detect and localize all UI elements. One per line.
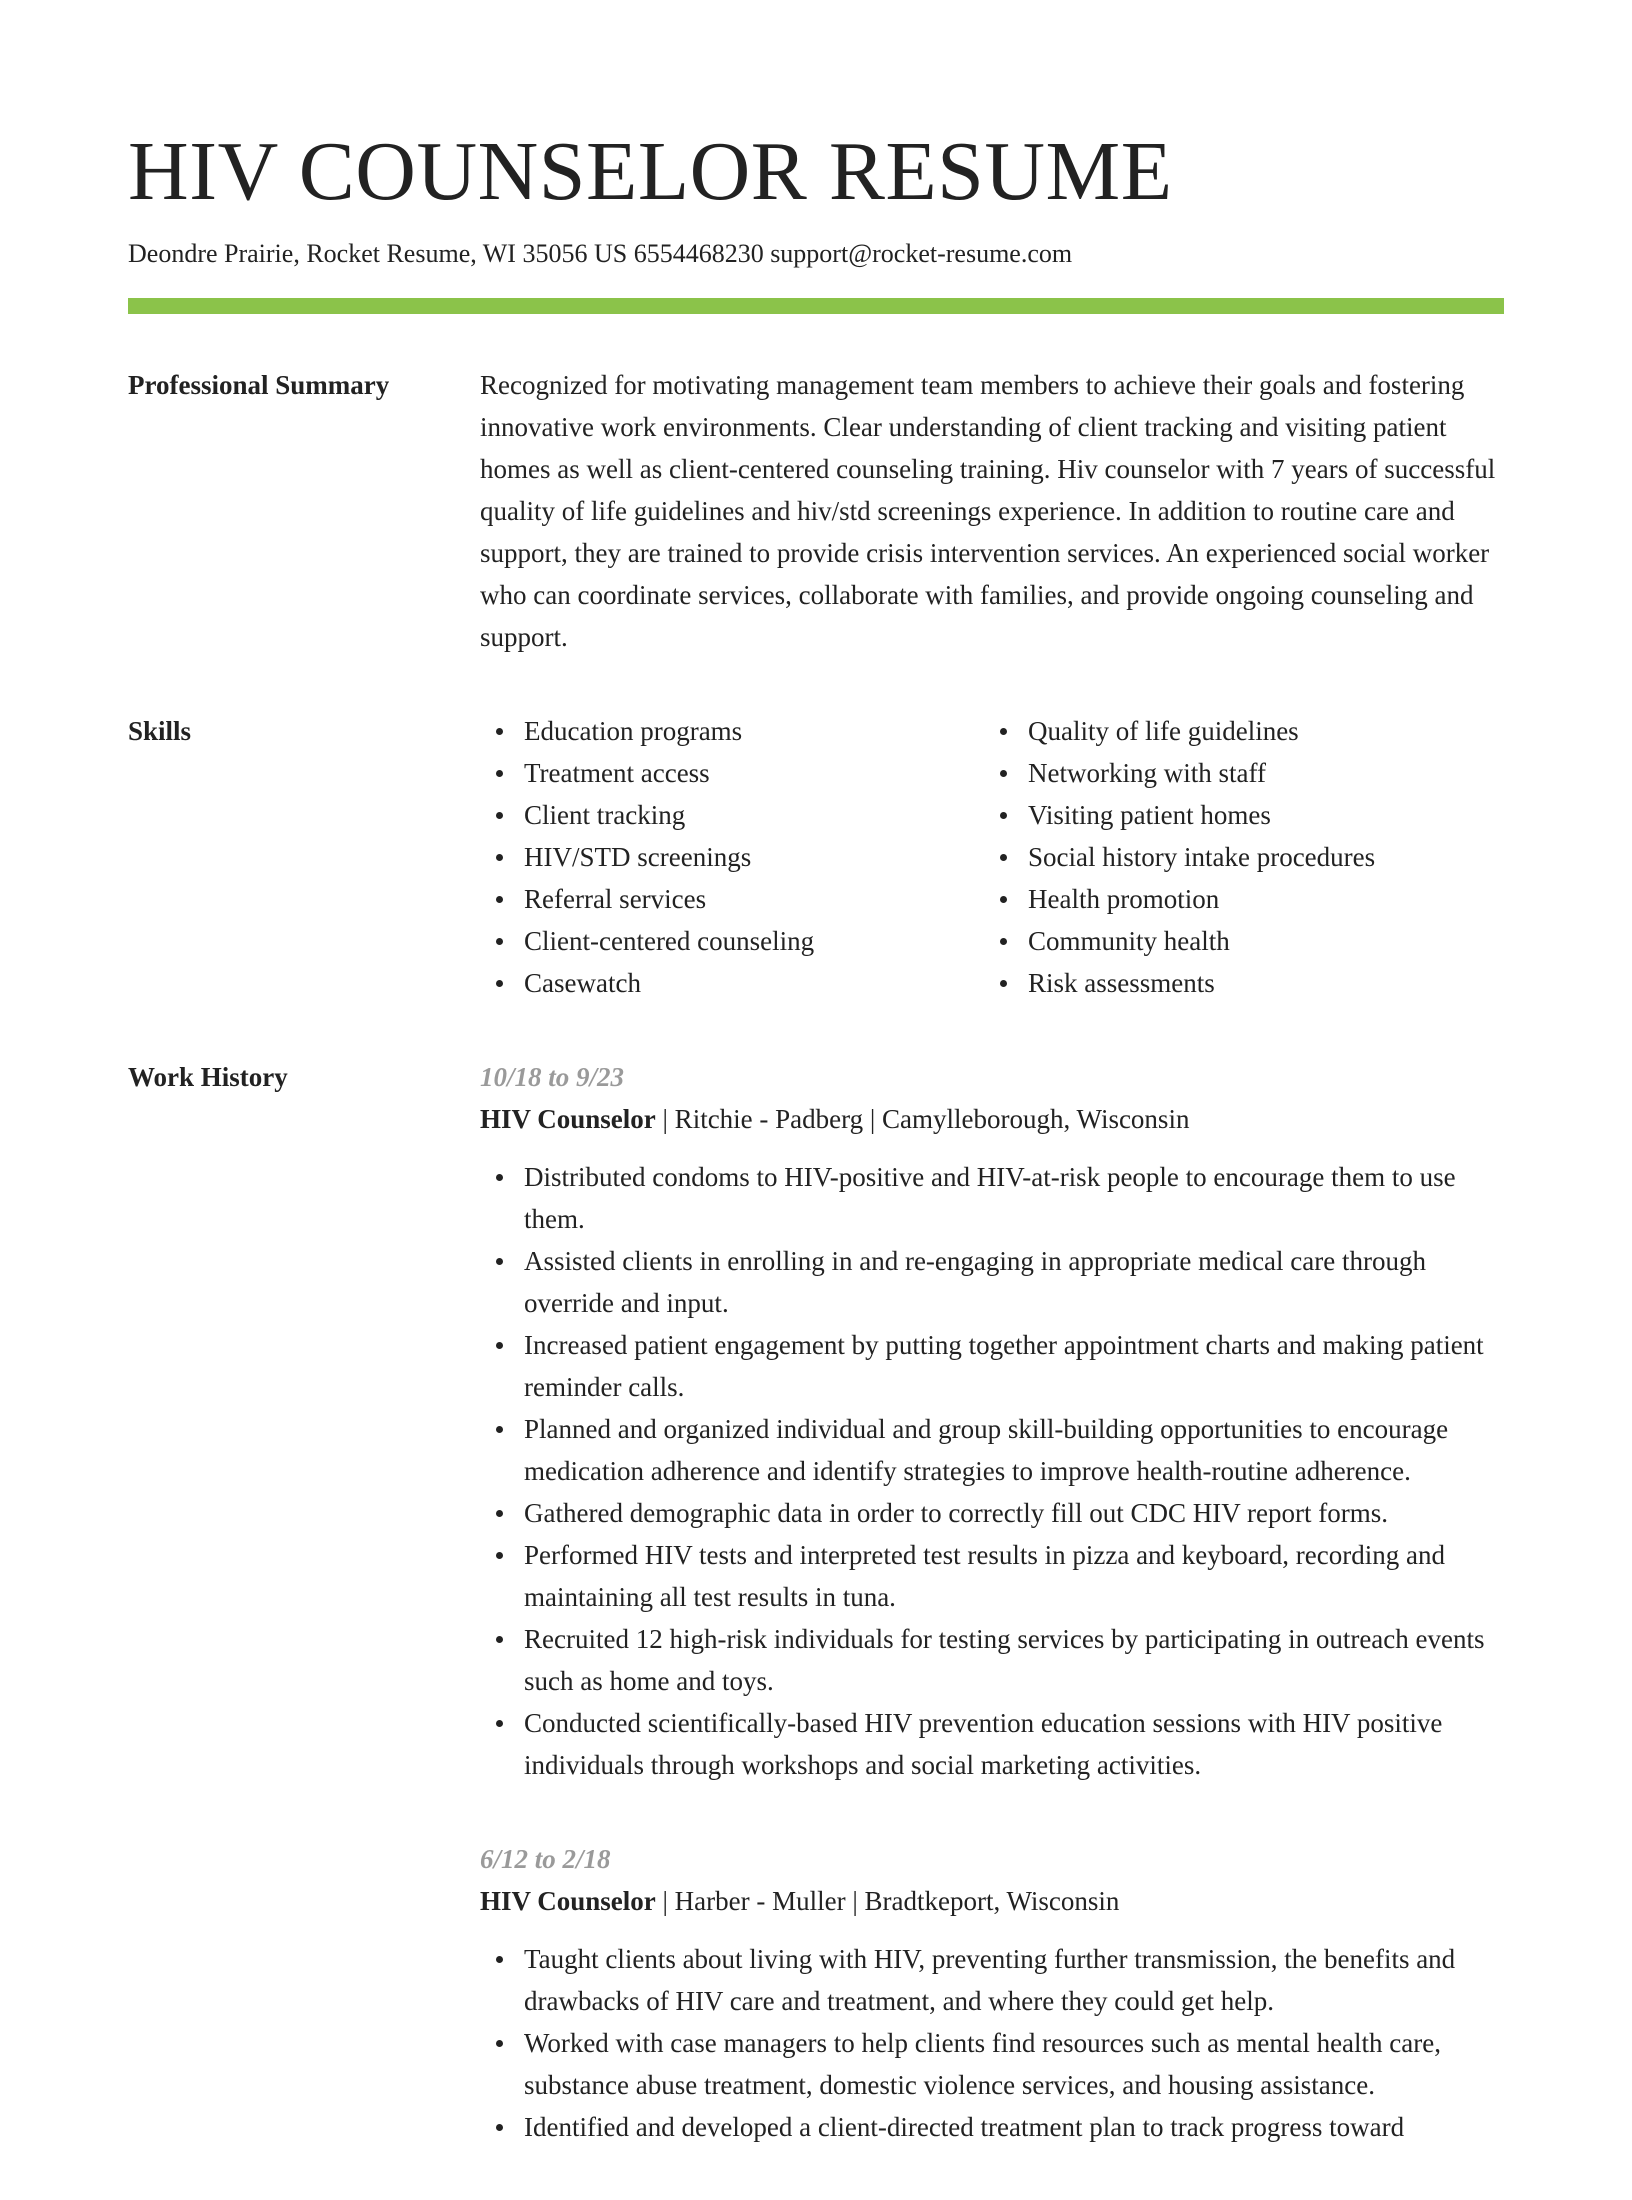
resume-page: [128, 118, 1504, 2200]
summary-section: [128, 364, 1504, 658]
work-history-section: [128, 1056, 1504, 2200]
skills-body: [480, 710, 1504, 1004]
job-bullets: [480, 1156, 1504, 1786]
skill-item: HIV/STD screenings: [480, 836, 984, 878]
job-bullet: Assisted clients in enrolling in and re-engaging in appropriate medical care through override and input.: [480, 1240, 1504, 1324]
skill-item: Education programs: [480, 710, 984, 752]
job-bullet: Identified and developed a client-directed treatment plan to track progress toward: [480, 2106, 1504, 2148]
skill-item: Referral services: [480, 878, 984, 920]
work-history-body: [480, 1056, 1504, 2200]
skill-item: Social history intake procedures: [984, 836, 1488, 878]
skills-column-2: [984, 710, 1488, 1004]
summary-body: [480, 364, 1504, 658]
job-company-location: | Harber - Muller | Bradtkeport, Wisconsin: [655, 1886, 1120, 1916]
job-bullet: Planned and organized individual and group skill-building opportunities to encourage medication adherence and identify strategies to improve health-routine adherence.: [480, 1408, 1504, 1492]
job-company-location: | Ritchie - Padberg | Camylleborough, Wisconsin: [655, 1104, 1190, 1134]
job-bullet: Performed HIV tests and interpreted test results in pizza and keyboard, recording and maintaining all test results in tuna.: [480, 1534, 1504, 1618]
skill-item: Client-centered counseling: [480, 920, 984, 962]
skill-item: Risk assessments: [984, 962, 1488, 1004]
skills-section: [128, 710, 1504, 1004]
job-heading: [480, 1098, 1504, 1140]
job-bullet: Conducted scientifically-based HIV prevention education sessions with HIV positive individuals through workshops and social marketing activities.: [480, 1702, 1504, 1786]
job-title: HIV Counselor: [480, 1886, 656, 1916]
work-history-label: Work History: [128, 1062, 288, 1092]
skill-item: Visiting patient homes: [984, 794, 1488, 836]
skill-item: Health promotion: [984, 878, 1488, 920]
skill-item: Quality of life guidelines: [984, 710, 1488, 752]
skills-label: Skills: [128, 716, 192, 746]
summary-text: Recognized for motivating management team members to achieve their goals and fostering innovative work environments. Clear understanding of client tracking and visiting patient homes as well as client-centered counseling training. Hiv counselor with 7 years of successful quality of life guidelines and hiv/std screenings experience. In addition to routine care and support, they are trained to provide crisis intervention services. An experienced social worker who can coordinate services, collaborate with families, and provide ongoing counseling and support.: [480, 370, 1496, 652]
skill-item: Community health: [984, 920, 1488, 962]
summary-label: Professional Summary: [128, 370, 390, 400]
skill-item: Treatment access: [480, 752, 984, 794]
job-dates: 6/12 to 2/18: [480, 1844, 611, 1874]
job-entry: [480, 1056, 1504, 1786]
job-dates: 10/18 to 9/23: [480, 1062, 625, 1092]
job-bullet: Gathered demographic data in order to correctly fill out CDC HIV report forms.: [480, 1492, 1504, 1534]
job-heading: [480, 1880, 1504, 1922]
job-title: HIV Counselor: [480, 1104, 656, 1134]
job-bullet: Recruited 12 high-risk individuals for testing services by participating in outreach events such as home and toys.: [480, 1618, 1504, 1702]
resume-title: HIV COUNSELOR RESUME: [128, 125, 1173, 218]
job-bullet: Increased patient engagement by putting together appointment charts and making patient reminder calls.: [480, 1324, 1504, 1408]
job-bullet: Taught clients about living with HIV, preventing further transmission, the benefits and drawbacks of HIV care and treatment, and where they could get help.: [480, 1938, 1504, 2022]
accent-divider: [128, 298, 1504, 314]
skill-item: Casewatch: [480, 962, 984, 1004]
skill-item: Client tracking: [480, 794, 984, 836]
job-bullets: [480, 1938, 1504, 2148]
skills-column-1: [480, 710, 984, 1004]
skill-item: Networking with staff: [984, 752, 1488, 794]
contact-info: Deondre Prairie, Rocket Resume, WI 35056 US 6554468230 support@rocket-resume.com: [128, 239, 1073, 268]
job-bullet: Worked with case managers to help clients find resources such as mental health care, substance abuse treatment, domestic violence services, and housing assistance.: [480, 2022, 1504, 2106]
job-entry: [480, 1838, 1504, 2148]
job-bullet: Distributed condoms to HIV-positive and HIV-at-risk people to encourage them to use them.: [480, 1156, 1504, 1240]
